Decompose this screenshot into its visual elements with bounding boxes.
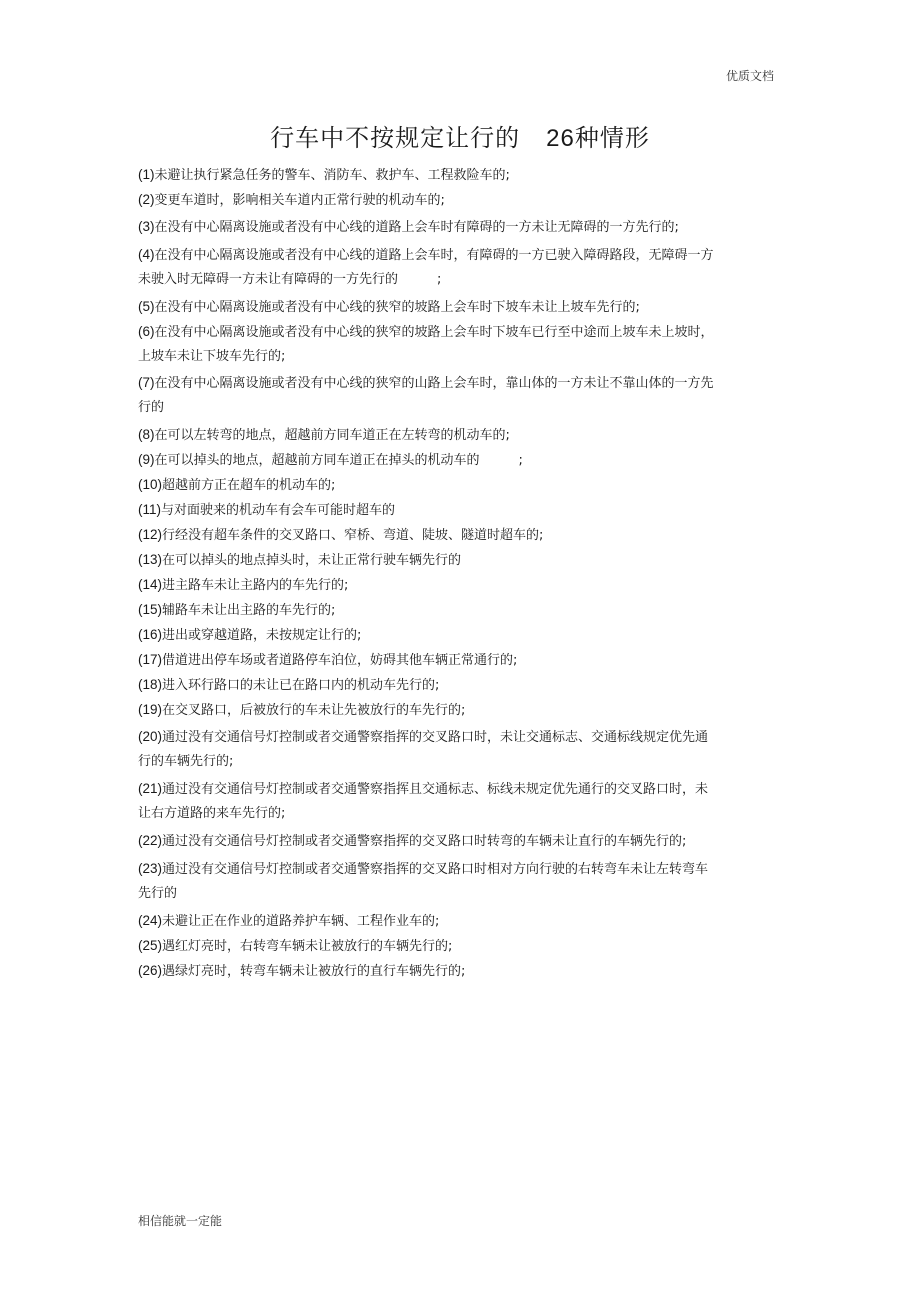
rule-item	[138, 163, 718, 188]
rule-item	[138, 320, 718, 369]
rule-number: (6)	[138, 324, 155, 339]
rule-number: (15)	[138, 602, 163, 617]
rule-text: 进出或穿越道路，未按规定让行的;	[162, 628, 362, 643]
rule-item	[138, 423, 718, 448]
rule-number: (25)	[138, 938, 163, 953]
page-title	[0, 118, 920, 153]
rule-number: (20)	[138, 729, 163, 744]
rule-item	[138, 777, 718, 826]
rule-item	[138, 498, 718, 523]
rule-text: 在没有中心隔离设施或者没有中心线的狭窄的坡路上会车时下坡车已行至中途而上坡车未上坡时，上坡车未让下坡车先行的;	[138, 325, 714, 364]
rule-number: (21)	[138, 781, 163, 796]
rule-number: (23)	[138, 861, 163, 876]
rule-number: (24)	[138, 913, 163, 928]
rule-number: (18)	[138, 677, 163, 692]
rule-number: (11)	[138, 502, 162, 517]
rule-text: 通过没有交通信号灯控制或者交通警察指挥的交叉路口时转弯的车辆未让直行的车辆先行的;	[162, 834, 687, 849]
rule-text: 未避让正在作业的道路养护车辆、工程作业车的;	[162, 914, 440, 929]
rule-number: (7)	[138, 375, 155, 390]
rule-item	[138, 371, 718, 420]
rule-number: (8)	[138, 427, 155, 442]
rule-number: (16)	[138, 627, 163, 642]
rule-number: (10)	[138, 477, 163, 492]
rule-text: 行经没有超车条件的交叉路口、窄桥、弯道、陡坡、隧道时超车的;	[162, 528, 544, 543]
rule-item	[138, 295, 718, 320]
rule-text: 未避让执行紧急任务的警车、消防车、救护车、工程救险车的;	[154, 168, 510, 183]
rule-number: (13)	[138, 552, 163, 567]
rule-item	[138, 698, 718, 723]
rule-text: 借道进出停车场或者道路停车泊位，妨碍其他车辆正常通行的;	[162, 653, 518, 668]
rule-item	[138, 829, 718, 854]
rule-number: (26)	[138, 963, 163, 978]
rule-text: 在可以掉头的地点掉头时，未让正常行驶车辆先行的	[162, 553, 462, 568]
rule-text: 在交叉路口，后被放行的车未让先被放行的车先行的;	[162, 703, 466, 718]
title-number: 26	[546, 125, 575, 152]
rule-text: 超越前方正在超车的机动车的;	[162, 478, 336, 493]
rule-item	[138, 215, 718, 240]
rule-number: (3)	[138, 219, 155, 234]
rule-text: 通过没有交通信号灯控制或者交通警察指挥且交通标志、标线未规定优先通行的交叉路口时，未让右方道路的来车先行的;	[138, 782, 709, 821]
rule-text: 遇绿灯亮时，转弯车辆未让被放行的直行车辆先行的;	[162, 964, 466, 979]
rule-number: (1)	[138, 167, 155, 182]
rule-number: (12)	[138, 527, 163, 542]
rule-text: 变更车道时，影响相关车道内正常行驶的机动车的;	[154, 193, 445, 208]
rule-text: 通过没有交通信号灯控制或者交通警察指挥的交叉路口时，未让交通标志、交通标线规定优先通行的车辆先行的;	[138, 730, 709, 769]
rule-item	[138, 623, 718, 648]
rule-number: (17)	[138, 652, 163, 667]
title-suffix: 种情形	[574, 124, 650, 152]
rule-item	[138, 909, 718, 934]
rule-item	[138, 648, 718, 673]
rule-text: 在没有中心隔离设施或者没有中心线的狭窄的坡路上会车时下坡车未让上坡车先行的;	[154, 300, 640, 315]
rule-item	[138, 934, 718, 959]
rule-text: 在可以左转弯的地点，超越前方同车道正在左转弯的机动车的;	[154, 428, 510, 443]
rule-item	[138, 573, 718, 598]
rule-number: (2)	[138, 192, 155, 207]
title-text: 行车中不按规定让行的	[270, 124, 521, 152]
rule-text: 在没有中心隔离设施或者没有中心线的道路上会车时，有障碍的一方已驶入障碍路段，无障碍一方未驶入时无障碍一方未让有障碍的一方先行的 ;	[138, 248, 714, 287]
rule-item	[138, 188, 718, 213]
rule-text: 进主路车未让主路内的车先行的;	[162, 578, 349, 593]
rule-item	[138, 857, 718, 906]
rule-number: (5)	[138, 299, 155, 314]
rule-item	[138, 725, 718, 774]
rule-text: 在没有中心隔离设施或者没有中心线的狭窄的山路上会车时，靠山体的一方未让不靠山体的一方先行的	[138, 376, 714, 415]
rule-text: 遇红灯亮时，右转弯车辆未让被放行的车辆先行的;	[162, 939, 453, 954]
rule-text: 在没有中心隔离设施或者没有中心线的道路上会车时有障碍的一方未让无障碍的一方先行的;	[154, 220, 679, 235]
rule-item	[138, 523, 718, 548]
rule-item	[138, 548, 718, 573]
rule-item	[138, 598, 718, 623]
rule-number: (19)	[138, 702, 163, 717]
footer-note: 相信能就一定能	[138, 1214, 223, 1228]
rule-text: 与对面驶来的机动车有会车可能时超车的	[161, 503, 396, 518]
rule-number: (9)	[138, 452, 155, 467]
rule-item	[138, 959, 718, 984]
rule-text: 辅路车未让出主路的车先行的;	[162, 603, 336, 618]
rule-text: 通过没有交通信号灯控制或者交通警察指挥的交叉路口时相对方向行驶的右转弯车未让左转弯车先行的	[138, 862, 709, 901]
rule-text: 在可以掉头的地点，超越前方同车道正在掉头的机动车的 ;	[154, 453, 523, 468]
rule-number: (22)	[138, 833, 163, 848]
rule-number: (4)	[138, 247, 155, 262]
rule-item	[138, 243, 718, 292]
rule-number: (14)	[138, 577, 163, 592]
rules-list	[138, 163, 718, 984]
rule-item	[138, 673, 718, 698]
header-note: 优质文档	[725, 69, 774, 83]
rule-item	[138, 448, 718, 473]
rule-text: 进入环行路口的未让已在路口内的机动车先行的;	[162, 678, 440, 693]
rule-item	[138, 473, 718, 498]
